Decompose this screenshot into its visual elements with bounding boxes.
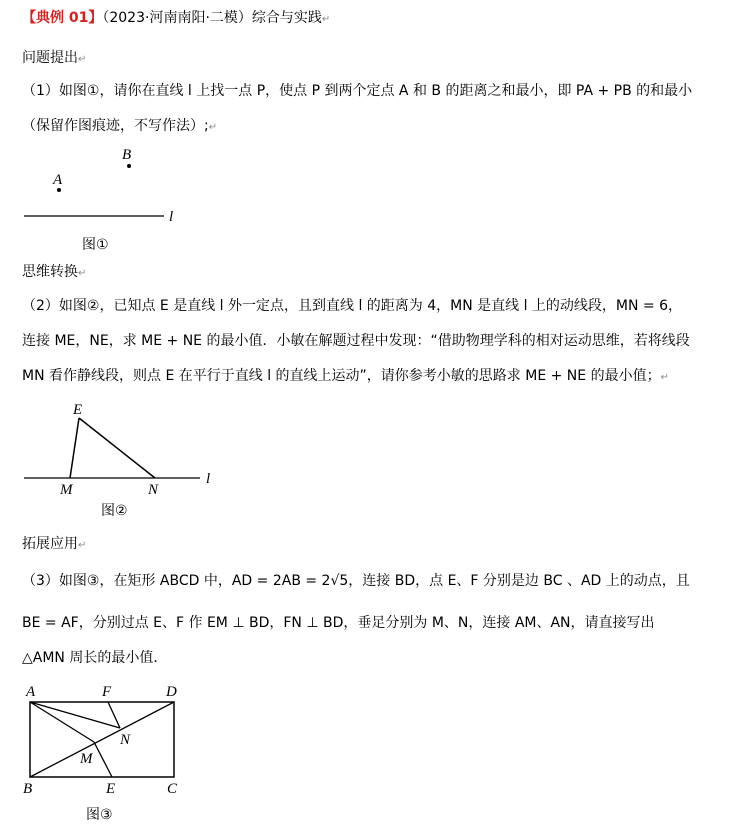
q1-line1: （1）如图①，请你在直线 l 上找一点 P，使点 P 到两个定点 A 和 B 的距离之和最小，即 PA + PB 的和最小 (22, 83, 693, 99)
fig2-label-E: E (73, 402, 83, 418)
fig1-point-A (57, 188, 61, 192)
fig3-label-A: A (26, 684, 36, 700)
fig3-label-B: B (23, 781, 33, 797)
section-title-3: 拓展应用↵ (22, 536, 87, 552)
fig1-label-A: A (53, 172, 63, 188)
example-tag: 【典例 01】 (22, 10, 103, 26)
q2-line1: （2）如图②，已知点 E 是直线 l 外一定点，且到直线 l 的距离为 4，MN 是直线 l 上的动线段，MN = 6， (22, 298, 683, 314)
figure-2 (18, 398, 238, 498)
q2-line3: MN 看作静线段，则点 E 在平行于直线 l 的直线上运动”，请你参考小敏的思路求 ME + NE 的最小值；↵ (22, 368, 669, 384)
fig3-label-F: F (102, 684, 112, 700)
fig1-label-B: B (122, 147, 132, 163)
fig2-label-N: N (148, 482, 159, 498)
q1-line2: （保留作图痕迹，不写作法）;↵ (22, 118, 218, 134)
fig3-segment-AM (30, 702, 94, 742)
fig2-segment-EM (70, 418, 79, 478)
fig3-label-E: E (106, 781, 116, 797)
fig2-label-l: l (206, 471, 211, 487)
q3-line1: （3）如图③，在矩形 ABCD 中，AD = 2AB = 2√5，连接 BD，点 E、F 分别是边 BC 、AD 上的动点，且 (22, 573, 690, 589)
fig1-point-B (127, 164, 131, 168)
fig2-caption: 图② (101, 503, 128, 519)
q2-line2: 连接 ME，NE，求 ME + NE 的最小值．小敏在解题过程中发现：“借助物理学科的相对运动思维，若将线段 (22, 333, 690, 349)
fig3-label-N: N (120, 732, 131, 748)
fig2-label-M: M (60, 482, 73, 498)
fig3-caption: 图③ (86, 807, 113, 823)
fig3-label-C: C (167, 781, 178, 797)
fig3-label-M: M (80, 751, 93, 767)
section-title-2: 思维转换↵ (22, 264, 87, 280)
problem-header: 【典例 01】（2023·河南南阳·二模）综合与实践↵ (22, 10, 331, 26)
fig1-caption: 图① (82, 237, 109, 253)
problem-source: （2023·河南南阳·二模）综合与实践 (102, 10, 322, 26)
fig2-segment-EN (79, 418, 155, 478)
figure-1 (18, 140, 218, 260)
fig3-segment-AN (30, 702, 120, 728)
fig3-segment-FN (108, 702, 120, 728)
fig1-label-l: l (169, 209, 174, 225)
fig3-label-D: D (166, 684, 177, 700)
figure-3 (18, 680, 218, 805)
section-title-1: 问题提出↵ (22, 50, 87, 66)
fig3-segment-EM (94, 742, 112, 777)
fig3-diagonal-BD (30, 702, 174, 777)
q3-line3: △AMN 周长的最小值． (22, 650, 168, 666)
q3-line2: BE = AF，分别过点 E、F 作 EM ⊥ BD，FN ⊥ BD，垂足分别为 M、N，连接 AM、AN，请直接写出 (22, 615, 655, 631)
